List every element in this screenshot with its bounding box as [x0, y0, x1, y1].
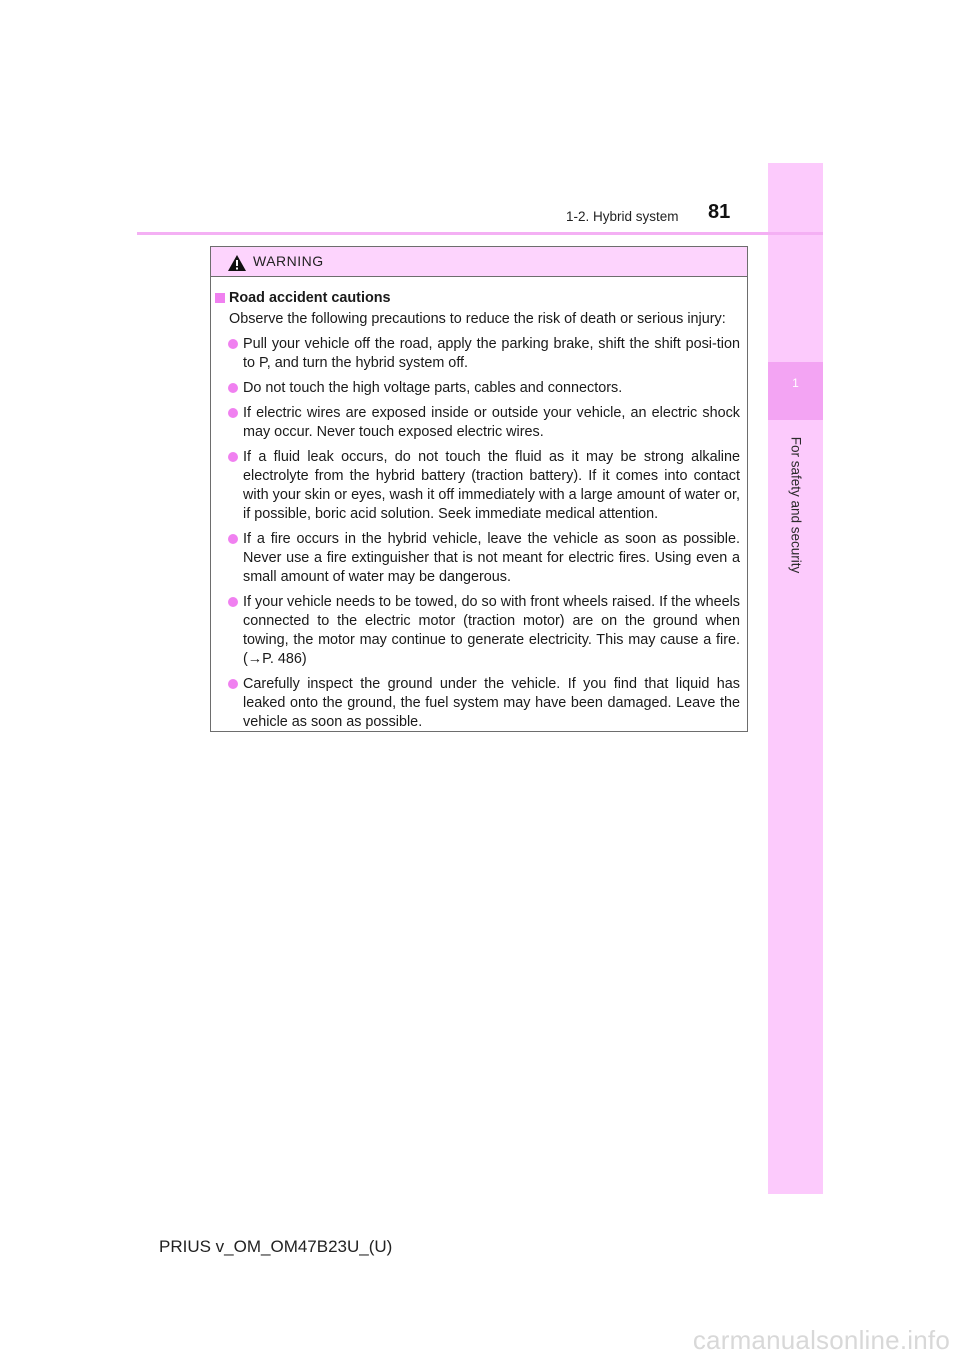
warning-box — [210, 246, 748, 732]
doc-code: PRIUS v_OM_OM47B23U_(U) — [159, 1237, 393, 1256]
warning-body — [211, 277, 747, 732]
list-item: Do not touch the high voltage parts, cables and connectors. — [211, 379, 740, 398]
bullet-dot-icon — [228, 452, 238, 462]
warning-subheading — [211, 289, 740, 308]
warning-subheading-text: Road accident cautions — [229, 290, 391, 306]
bullet-dot-icon — [228, 339, 238, 349]
side-tab — [768, 163, 823, 1194]
bullet-dot-icon — [228, 597, 238, 607]
bullet-dot-icon — [228, 408, 238, 418]
bullet-dot-icon — [228, 383, 238, 393]
list-item: Pull your vehicle off the road, apply the parking brake, shift the shift posi-tion to P, and turn the hybrid system off. — [211, 335, 740, 373]
bullet-dot-icon — [228, 679, 238, 689]
warning-header — [211, 247, 747, 277]
chapter-title: For safety and security — [788, 436, 804, 574]
list-item: If a fluid leak occurs, do not touch the fluid as it may be strong alkaline electrolyte from the hybrid battery (traction battery). If it comes into contact with your skin or eyes, wash it off immediately with a large amount of water or, if possible, boric acid solution. Seek immediate medical attention. — [211, 448, 740, 524]
list-item: If electric wires are exposed inside or outside your vehicle, an electric shock may occur. Never touch exposed electric wires. — [211, 404, 740, 442]
square-bullet-icon — [215, 293, 225, 303]
page-number: 81 — [708, 201, 731, 223]
warning-label: WARNING — [253, 253, 324, 269]
bullet-dot-icon — [228, 534, 238, 544]
list-item: If your vehicle needs to be towed, do so with front wheels raised. If the wheels connected to the electric motor (traction motor) are on the ground when towing, the motor may continue to generate electricity. This may cause a fire. (→P. 486) — [211, 593, 740, 669]
precaution-list — [211, 335, 740, 732]
header-divider — [137, 232, 823, 235]
watermark: carmanualsonline.info — [692, 1325, 950, 1355]
chapter-number-tab — [768, 362, 823, 420]
warning-triangle-icon — [227, 254, 247, 272]
list-item: If a fire occurs in the hybrid vehicle, leave the vehicle as soon as possible. Never use a fire extinguisher that is not meant for electric fires. Using even a small amount of water may be dangerous. — [211, 530, 740, 587]
chapter-number: 1 — [792, 376, 799, 390]
warning-intro: Observe the following precautions to reduce the risk of death or serious injury: — [229, 311, 726, 327]
list-item: Carefully inspect the ground under the vehicle. If you find that liquid has leaked onto the ground, the fuel system may have been damaged. Leave the vehicle as soon as possible. — [211, 675, 740, 732]
section-title: 1-2. Hybrid system — [566, 209, 679, 224]
